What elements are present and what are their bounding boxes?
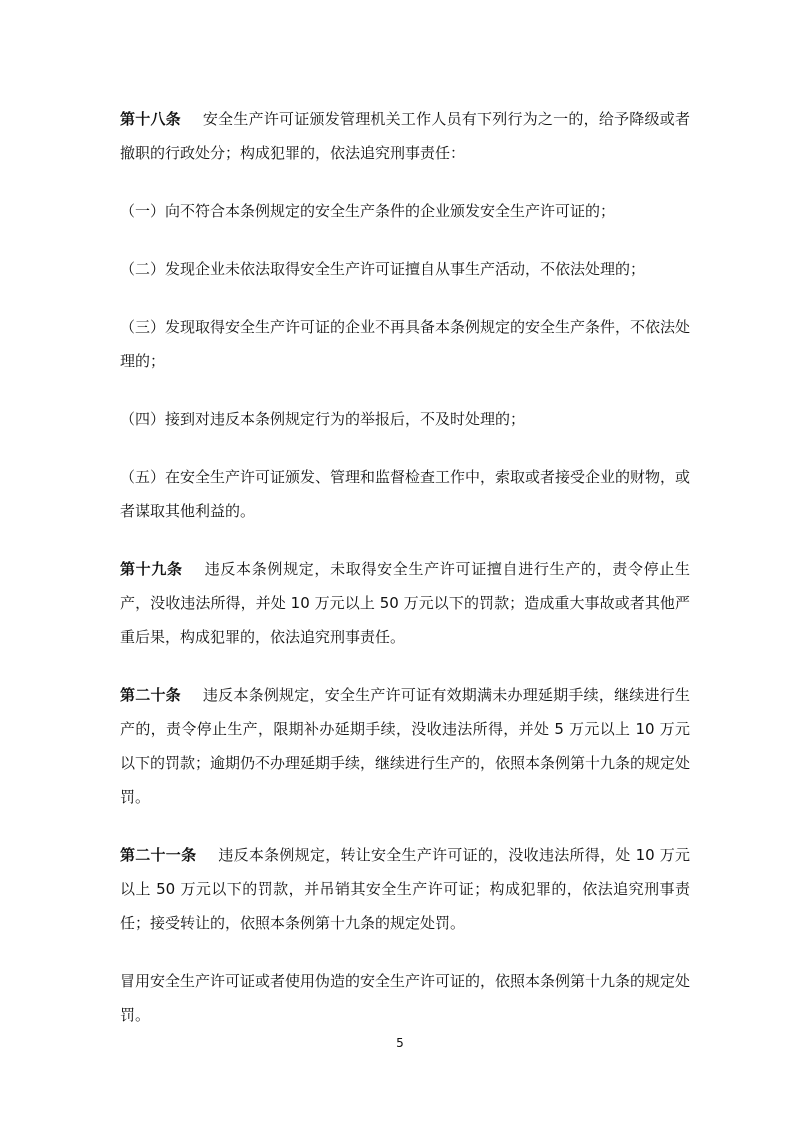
document-body [120, 102, 690, 1056]
clause-2 [120, 252, 690, 286]
article-title: 第十八条 [120, 110, 181, 128]
clause-text: （一）向不符合本条例规定的安全生产条件的企业颁发安全生产许可证的； [120, 202, 616, 220]
clause-text: （五）在安全生产许可证颁发、管理和监督检查工作中，索取或者接受企业的财物，或者谋取其他利益的。 [120, 468, 691, 520]
clause-5 [120, 460, 690, 528]
article-text: 违反本条例规定，安全生产许可证有效期满未办理延期手续，继续进行生产的，责令停止生产，限期补办延期手续，没收违法所得，并处 5 万元以上 10 万元以下的罚款；逾期仍不办理延期手续，继续进行生产的，依照本条例第十九条的规定处罚。 [120, 686, 691, 806]
page-number: 5 [396, 1036, 404, 1050]
article-19 [120, 552, 690, 654]
article-text: 安全生产许可证颁发管理机关工作人员有下列行为之一的，给予降级或者撤职的行政处分；构成犯罪的，依法追究刑事责任： [120, 110, 690, 162]
article-title: 第十九条 [120, 560, 183, 578]
article-20 [120, 678, 690, 814]
clause-4 [120, 402, 690, 436]
article-21 [120, 838, 690, 940]
article-18 [120, 102, 690, 170]
article-text: 违反本条例规定，未取得安全生产许可证擅自进行生产的，责令停止生产，没收违法所得，并处 10 万元以上 50 万元以下的罚款；造成重大事故或者其他严重后果，构成犯罪的，依法追究刑事责任。 [120, 560, 690, 646]
clause-text: （四）接到对违反本条例规定行为的举报后，不及时处理的； [120, 410, 526, 428]
clause-3 [120, 310, 690, 378]
article-title: 第二十一条 [120, 846, 197, 864]
article-text: 违反本条例规定，转让安全生产许可证的，没收违法所得，处 10 万元以上 50 万元以下的罚款，并吊销其安全生产许可证；构成犯罪的，依法追究刑事责任；接受转让的，依照本条例第十九条的规定处罚。 [120, 846, 690, 932]
clause-1 [120, 194, 690, 228]
clause-text: （二）发现企业未依法取得安全生产许可证擅自从事生产活动，不依法处理的； [120, 260, 646, 278]
article-title: 第二十条 [120, 686, 181, 704]
clause-text: （三）发现取得安全生产许可证的企业不再具备本条例规定的安全生产条件，不依法处理的； [120, 318, 691, 370]
article-21-paragraph-2 [120, 964, 690, 1032]
paragraph-text: 冒用安全生产许可证或者使用伪造的安全生产许可证的，依照本条例第十九条的规定处罚。 [120, 972, 691, 1024]
